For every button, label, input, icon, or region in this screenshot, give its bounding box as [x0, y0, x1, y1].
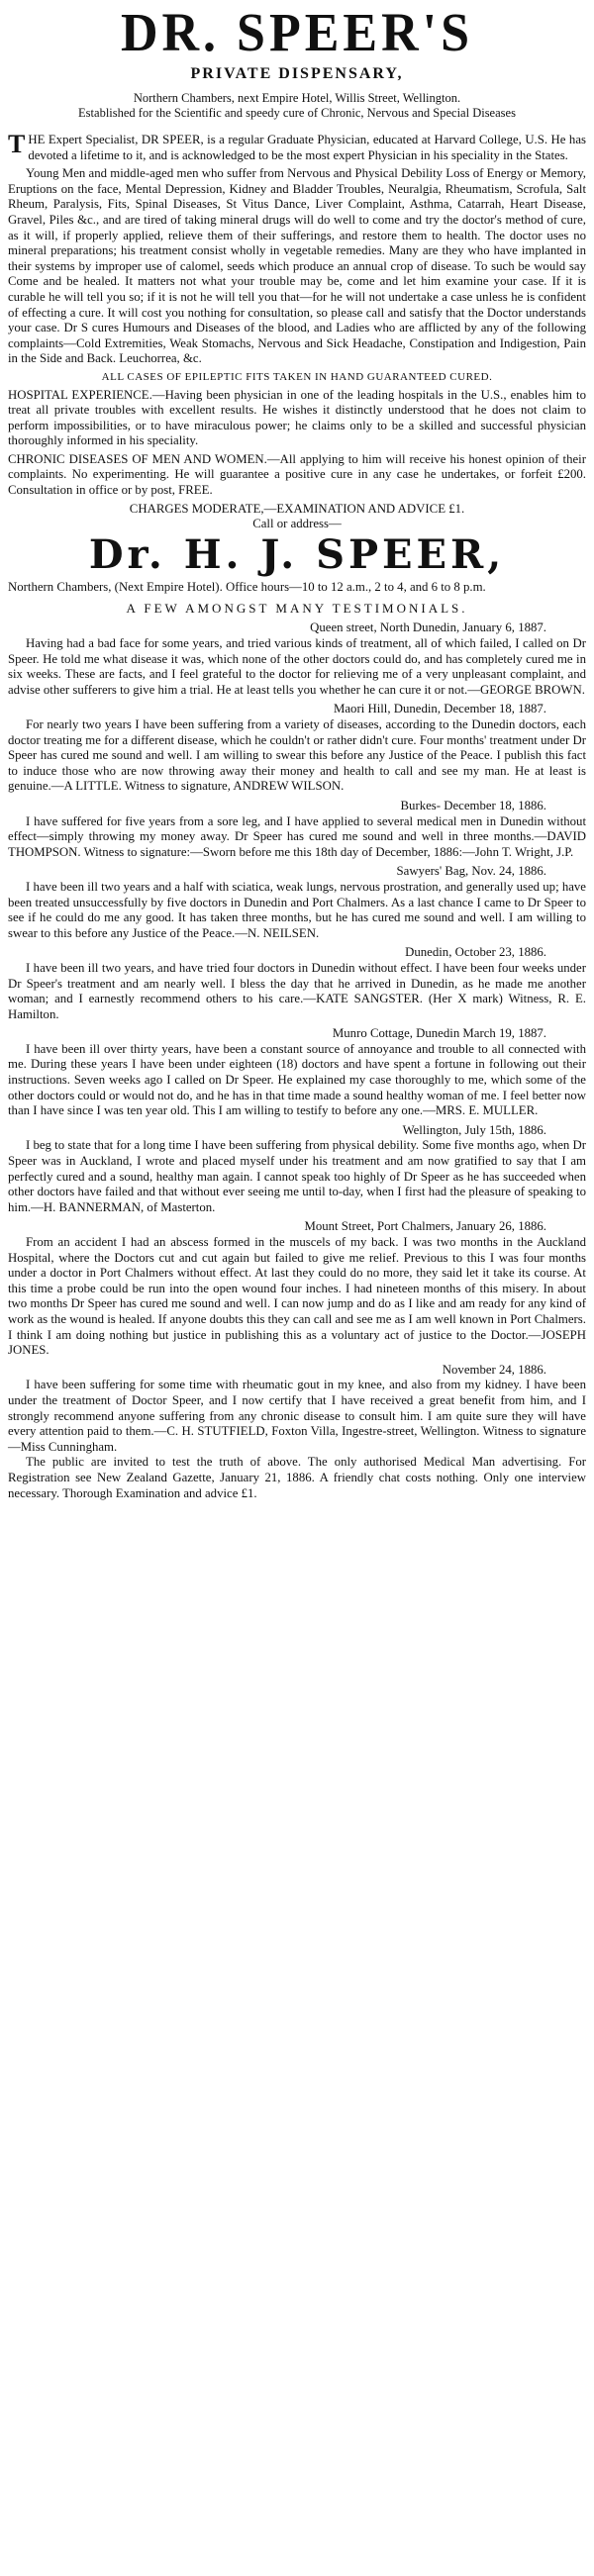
doctor-name: Dr. H. J. SPEER, — [88, 530, 506, 578]
testimonial-dateline: November 24, 1886. — [442, 1362, 546, 1377]
testimonial-body: I have been suffering for some time with rheumatic gout in my knee, and also from my kidney. I have been under the treatment of Doctor Speer, and I now certify that I have received a great benefit from him, and I strongly recommend anyone suffering from any chronic disease to consult him. I am quite sure they will have every attention paid to them.—C. H. STUTFIELD, Foxton Villa, Ingestre-street, Wellington. Witness to signature—Miss Cunningham. — [8, 1378, 586, 1454]
ad-title: DR. SPEER'S — [120, 3, 474, 63]
dropcap: T — [8, 130, 26, 158]
call-line: Call or address— — [252, 517, 342, 531]
ad-subtitle: PRIVATE DISPENSARY, — [190, 65, 404, 82]
testimonial — [8, 799, 586, 860]
testimonial-body: I have been ill two years and a half with sciatica, weak lungs, nervous prostration, and generally used up; have been treated unsuccessfully by five doctors in Dunedin and Port Chalmers. As a last chance I came to Dr Speer to see if he could do me any good. It has taken three months, but he has cured me sound and well. I am willing to swear to this before any Justice of the Peace.—N. NEILSEN. — [8, 879, 586, 940]
closing-paragraph: The public are invited to test the truth of above. The only authorised Medical Man advertising. For Registration see New Zealand Gazette, January 21, 1886. A friendly chat costs nothing. Only one interview necessary. Thorough Examination and advice £1. — [8, 1455, 586, 1500]
symptoms-paragraph: Young Men and middle-aged men who suffer from Nervous and Physical Debility Loss of Energy or Memory, Eruptions on the face, Mental Depression, Kidney and Bladder Troubles, Neuralgia, Rheumatism, Scrofula, Salt Rheum, Paralysis, Fits, Spinal Diseases, St Vitus Dance, Liver Complaint, Asthma, Catarrah, Heart Disease, Gravel, Piles &c., and are tired of taking mineral drugs will do well to come and try the doctor's method of cure, as it will, if properly applied, relieve them of their sufferings, and restore them to health. The doctor uses no mineral preparations; his treatment consist wholly in vegetable remedies. Many are they who have implanted in their systems by improper use of calomel, seeds which produce an annual crop of disease. To such be would say Come and be healed. It matters not what your trouble may be, come and let him examine your case. If it is curable he will tell you so; if it is not he will tell you that—for he will not undertake a case unless he is confident of effecting a cure. It will cost you nothing for consultation, so please call and satisfy that the Doctor understands your case. Dr S cures Humours and Diseases of the blood, and Ladies who are afflicted by any of the following complaints—Cold Extremities, Weak Stomachs, Nervous and Sick Headache, Constipation and Indigestion, Pain in the Side and Back. Leuchorrea, &c. — [8, 166, 586, 366]
testimonial-dateline: Wellington, July 15th, 1886. — [402, 1122, 546, 1137]
testimonial-dateline: Sawyers' Bag, Nov. 24, 1886. — [396, 864, 546, 879]
established-line: Established for the Scientific and speedy cure of Chronic, Nervous and Special Diseases — [78, 106, 516, 120]
hospital-experience: HOSPITAL EXPERIENCE.—Having been physician in one of the leading hospitals in the U.S., enables him to treat all private troubles with excellent results. He wishes it distinctly understood that he does not claim to perform impossibilities, or to have miraculous power; he claims only to be a skilled and successful physician thoroughly informed in his speciality. — [8, 387, 586, 448]
testimonials-title: A FEW AMONGST MANY TESTIMONIALS. — [126, 601, 468, 617]
testimonial-body: I beg to state that for a long time I have been suffering from physical debility. Some five months ago, when Dr Speer was in Auckland, I wrote and placed myself under his treatment and am now gratified to say that I am perfectly cured and a sound, healthy man again. I cannot speak too highly of Dr Speer as he has succeeded when other doctors have failed and that without ever seeing me until to-day, when I first had the pleasure of speaking to him.—H. BANNERMAN, of Masterton. — [8, 1138, 586, 1214]
chronic-diseases: CHRONIC DISEASES OF MEN AND WOMEN.—All applying to him will receive his honest opinion of their complaints. No experimenting. He will guarantee a positive cure in any case he undertakes, or forfeit £200. Consultation in office or by post, FREE. — [8, 451, 586, 498]
testimonial-dateline: Maori Hill, Dunedin, December 18, 1887. — [333, 702, 546, 716]
testimonial-body: I have suffered for five years from a sore leg, and I have applied to several medical men in Dunedin without effect—simply throwing my money away. Dr Speer has cured me sound and well in three months.—DAVID THOMPSON. Witness to signature:—Sworn before me this 18th day of December, 1886:—John T. Wright, J.P. — [8, 813, 586, 859]
testimonial — [8, 945, 586, 1022]
testimonial-body: I have been ill over thirty years, have been a constant source of annoyance and trouble to all connected with me. During these years I have been under eighteen (18) doctors and have spent a fortune in following out their instructions. Seven weeks ago I called on Dr Speer. He explained my case thoroughly to me, which some of the other doctors could or would not do, and he has in that time made a sound healthy woman of me. I feel better now than I have since I was ten year old. This I am willing to testify to before any one.—MRS. E. MULLER. — [8, 1041, 586, 1118]
intro-paragraph — [8, 130, 586, 163]
testimonial-dateline: Dunedin, October 23, 1886. — [405, 945, 546, 960]
testimonial-dateline: Queen street, North Dunedin, January 6, 1887. — [310, 620, 546, 635]
testimonial-body: I have been ill two years, and have tried four doctors in Dunedin without effect. I have been four weeks under Dr Speer's treatment and am nearly well. I bless the day that he arrived in Dunedin, as he made me another woman; and I earnestly recommend others to his care.—KATE SANGSTER. (Her X mark) Witness, R. E. Hamilton. — [8, 960, 586, 1021]
testimonial-body: From an accident I had an abscess formed in the muscels of my back. I was two months in the Auckland Hospital, where the Doctors cut and cut again but failed to give me relief. Previous to this I was four months under a doctor in Port Chalmers without effect. At last they could do no more, they said let it take its course. At this time a probe could be run into the open wound four inches. I had nineteen months of this misery. In about two months Dr Speer has cured me sound and well. I can now jump and do as I like and am ready for any kind of work as the wound is healed. If anyone doubts this they can call and see me as I am well known in Port Chalmers. I think I am doing nothing but justice in publishing this as a voluntary act of justice to the Doctor.—JOSEPH JONES. — [8, 1235, 586, 1358]
testimonial — [8, 864, 586, 941]
testimonial — [8, 1363, 586, 1456]
charges-line: CHARGES MODERATE,—EXAMINATION AND ADVICE £1. — [129, 501, 465, 516]
epileptic-notice: ALL CASES OF EPILEPTIC FITS TAKEN IN HAND GUARANTEED CURED. — [101, 370, 493, 383]
testimonial — [8, 1219, 586, 1358]
intro-text: HE Expert Specialist, DR SPEER, is a regular Graduate Physician, educated at Harvard College, U.S. He has devoted a lifetime to it, and is acknowledged to be the most expert Physician in his speciality in the States. — [28, 133, 586, 162]
testimonial-dateline: Mount Street, Port Chalmers, January 26, 1886. — [304, 1219, 546, 1234]
testimonial — [8, 1123, 586, 1216]
testimonial-dateline: Munro Cottage, Dunedin March 19, 1887. — [332, 1026, 546, 1041]
testimonial — [8, 702, 586, 795]
testimonial — [8, 1026, 586, 1119]
testimonial-dateline: Burkes- December 18, 1886. — [400, 798, 546, 812]
address-line: Northern Chambers, next Empire Hotel, Willis Street, Wellington. — [133, 91, 461, 105]
testimonial-body: For nearly two years I have been suffering from a variety of diseases, according to the Dunedin doctors, each doctor treating me for a different disease, which he couldn't or rather didn't cure. Four months' treatment under Dr Speer has cured me sound and well. I am willing to swear this before any Justice of the Peace. I publish this fact to induce those who are now throwing away their money and health to call and see my man. He at least is genuine.—A LITTLE. Witness to signature, ANDREW WILSON. — [8, 717, 586, 794]
testimonial — [8, 620, 586, 698]
office-hours: Northern Chambers, (Next Empire Hotel). Office hours—10 to 12 a.m., 2 to 4, and 6 to 8 p.m. — [8, 579, 486, 594]
testimonial-body: Having had a bad face for some years, and tried various kinds of treatment, all of which failed, I called on Dr Speer. He told me what disease it was, which none of the other doctors could do, and has completely cured me in six weeks. These are facts, and I feel grateful to the doctor for relieving me of a very unpleasant complaint, and advise other sufferers to give him a trial. He at least tells you whether he can cure it or not.—GEORGE BROWN. — [8, 636, 586, 697]
